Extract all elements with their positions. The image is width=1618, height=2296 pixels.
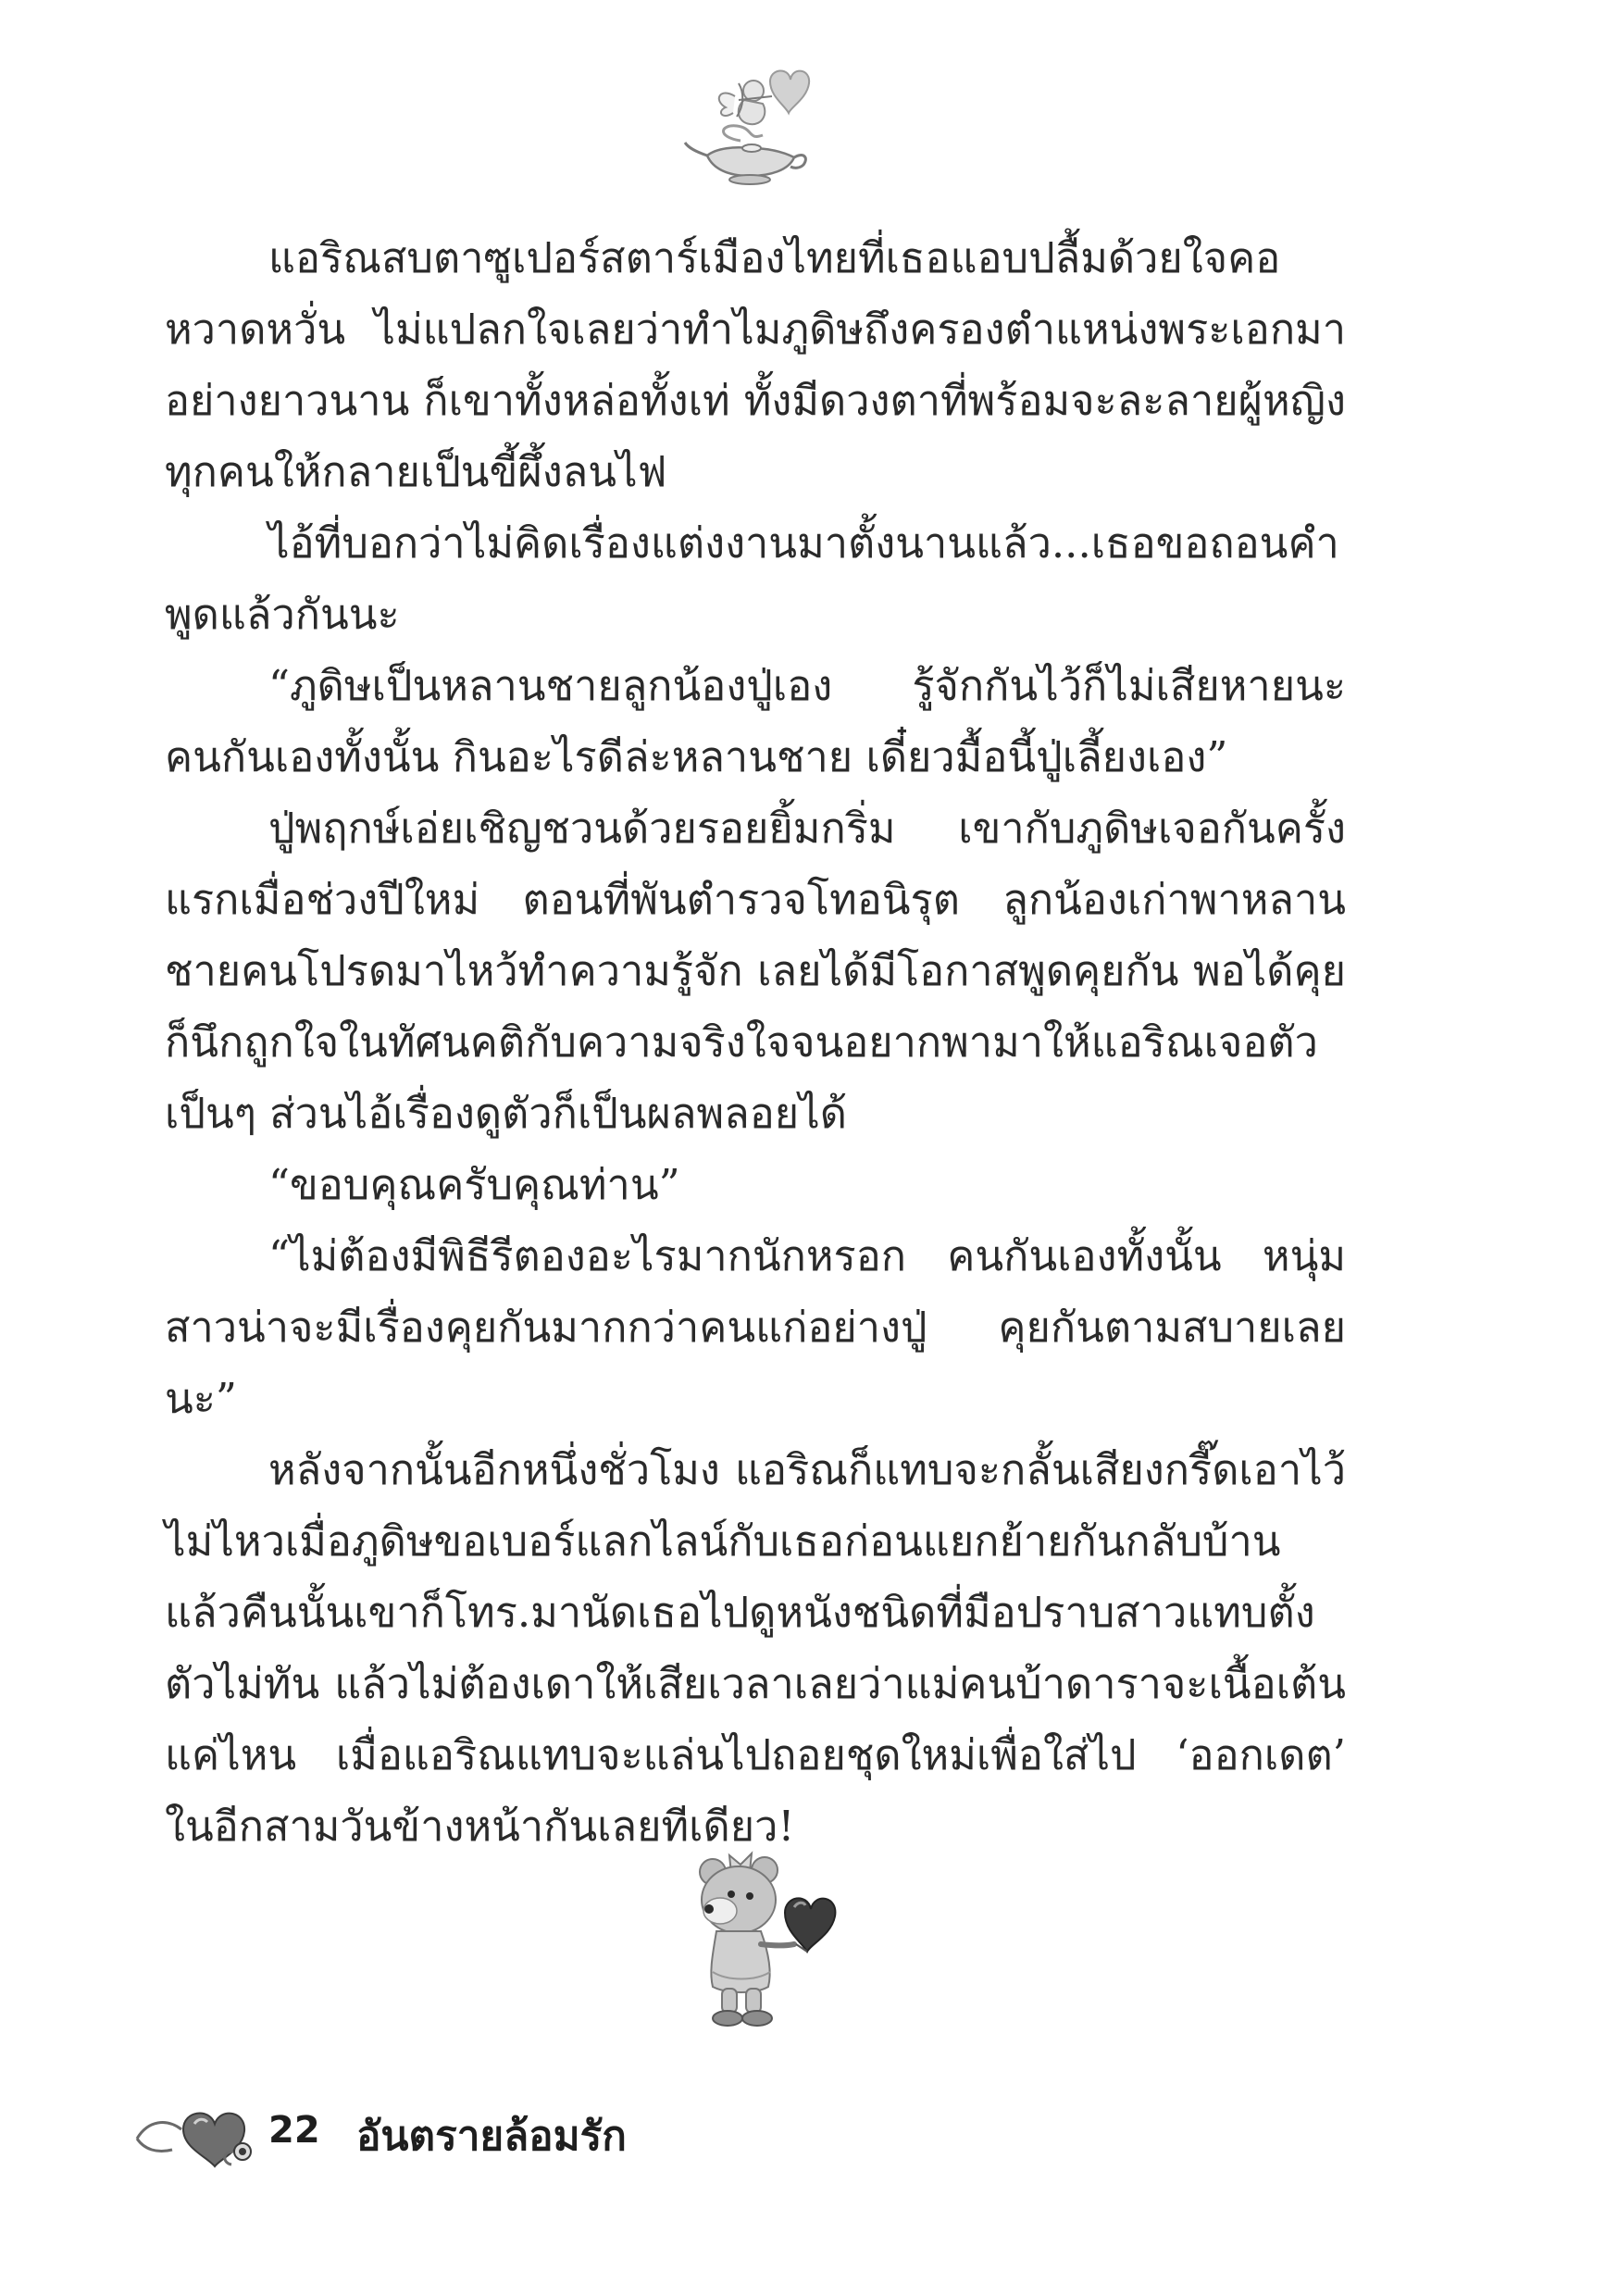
paragraph: ปู่พฤกษ์เอ่ยเชิญชวนด้วยรอยยิ้มกริ่ม เขากับภูดิษเจอกันครั้งแรกเมื่อช่วงปีใหม่ ตอนที่พันตำรวจโทอนิรุต ลูกน้องเก่าพาหลานชายคนโปรดมาไหว้ทำความรู้จัก เลยได้มีโอกาสพูดคุยกัน พอได้คุยก็นึกถูกใจในทัศนคติกับความจริงใจจนอยากพามาให้แอริณเจอตัวเป็นๆ ส่วนไอ้เรื่องดูตัวก็เป็นผลพลอยได้ — [165, 804, 1346, 1138]
bear-with-heart-balloon-icon — [676, 1842, 842, 2046]
stethoscope-heart-icon — [130, 2102, 268, 2171]
paragraph: ไอ้ที่บอกว่าไม่คิดเรื่องแต่งงานมาตั้งนานแล้ว...เธอขอถอนคำพูดแล้วกันนะ — [165, 518, 1339, 639]
page-number: 22 — [268, 2109, 320, 2152]
paragraph: “ภูดิษเป็นหลานชายลูกน้องปู่เอง รู้จักกันไว้ก็ไม่เสียหายนะ คนกันเองทั้งนั้น กินอะไรดีล่ะหลานชาย เดี๋ยวมื้อนี้ปู่เลี้ยงเอง” — [165, 661, 1346, 781]
page-footer — [130, 2102, 963, 2176]
paragraph: หลังจากนั้นอีกหนึ่งชั่วโมง แอริณก็แทบจะกลั้นเสียงกรี๊ดเอาไว้ไม่ไหวเมื่อภูดิษขอเบอร์แลกไลน์กับเธอก่อนแยกย้ายกันกลับบ้าน แล้วคืนนั้นเขาก็โทร.มานัดเธอไปดูหนังชนิดที่มือปราบสาวแทบตั้งตัวไม่ทัน แล้วไม่ต้องเดาให้เสียเวลาเลยว่าแม่คนบ้าดาราจะเนื้อเต้นแค่ไหน เมื่อแอริณแทบจะแล่นไปถอยชุดใหม่เพื่อใส่ไป ‘ออกเดต’ ในอีกสามวันข้างหน้ากันเลยทีเดียว! — [165, 1445, 1346, 1851]
book-title: อันตรายล้อมรัก — [356, 2113, 627, 2160]
cupid-lamp-icon — [679, 56, 818, 194]
paragraph: “ไม่ต้องมีพิธีรีตองอะไรมากนักหรอก คนกันเองทั้งนั้น หนุ่มสาวน่าจะมีเรื่องคุยกันมากกว่าคนแก่อย่างปู่ คุยกันตามสบายเลยนะ” — [165, 1231, 1346, 1423]
body-text — [165, 222, 1346, 1862]
paragraph: แอริณสบตาซูเปอร์สตาร์เมืองไทยที่เธอแอบปลื้มด้วยใจคอหวาดหวั่น ไม่แปลกใจเลยว่าทำไมภูดิษถึงครองตำแหน่งพระเอกมาอย่างยาวนาน ก็เขาทั้งหล่อทั้งเท่ ทั้งมีดวงตาที่พร้อมจะละลายผู้หญิงทุกคนให้กลายเป็นขี้ผึ้งลนไฟ — [165, 233, 1346, 496]
paragraph: “ขอบคุณครับคุณท่าน” — [268, 1160, 680, 1209]
